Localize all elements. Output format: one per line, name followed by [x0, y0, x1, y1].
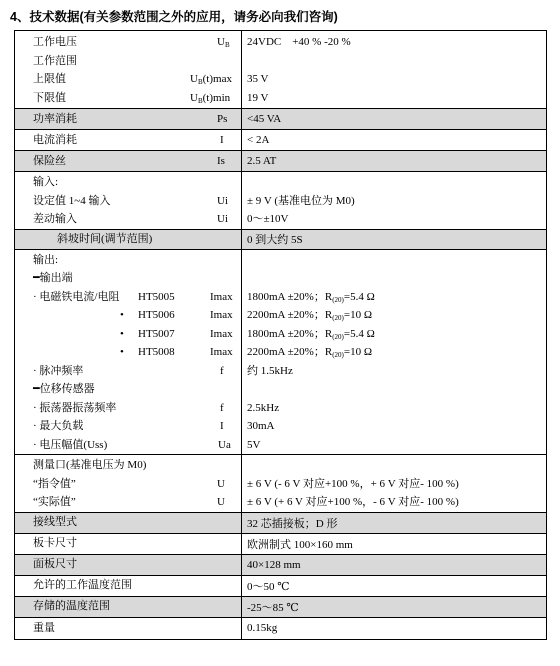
coil-model: HT5005 [138, 290, 175, 303]
table-row-board [15, 533, 547, 554]
row-label: 重量 [33, 621, 55, 634]
table-row-connector [15, 512, 547, 533]
row-value: 2200mA ±20%；$R_{(20)}=10$ Ω [247, 346, 372, 359]
table-row-input [15, 172, 547, 230]
bullet: • [120, 327, 124, 340]
row-symbol: Imax [210, 346, 233, 358]
row-label: 差动输入 [33, 213, 77, 225]
row-label: 斜坡时间(调节范围) [57, 232, 153, 245]
row-symbol: $U_B$ [217, 36, 230, 49]
row-value: 0～±10V [247, 213, 289, 225]
row-symbol: Ui [217, 213, 228, 225]
row-value: 40×128 mm [242, 554, 547, 575]
row-value: 2200mA ±20%；$R_{(20)}=10$ Ω [247, 309, 372, 322]
row-value: < 2A [242, 130, 547, 151]
row-label: 功率消耗 [33, 112, 77, 125]
row-value: -25～85 ℃ [242, 596, 547, 617]
output-sensor-header: ━位移传感器 [33, 383, 95, 395]
row-symbol: Ua [218, 438, 231, 451]
row-label: · 最大负载 [33, 420, 84, 432]
bullet: • [120, 309, 124, 321]
table-row-current [15, 130, 547, 151]
row-value: <45 VA [242, 109, 547, 130]
row-value: 30mA [247, 420, 275, 432]
coil-model: HT5008 [138, 346, 175, 358]
row-value: 2.5kHz [247, 401, 280, 414]
table-row-optemp [15, 575, 547, 596]
table-row-power [15, 109, 547, 130]
row-symbol: Imax [210, 309, 233, 321]
table-row-supply [15, 31, 547, 109]
row-symbol: Ui [217, 194, 228, 207]
table-row-output [15, 249, 547, 455]
row-value: 0～50 ℃ [242, 575, 547, 596]
table-row-fuse [15, 151, 547, 172]
row-symbol: f [220, 401, 224, 414]
output-title: 输出: [33, 253, 59, 266]
measure-title: 测量口(基准电压为 M0) [33, 459, 147, 471]
row-value: 19 V [247, 91, 269, 104]
row-symbol: I [220, 133, 224, 146]
row-symbol: f [220, 364, 224, 377]
row-label: 下限值 [33, 91, 66, 104]
row-value: 欧洲制式 100×160 mm [242, 533, 547, 554]
row-label: · 脉冲频率 [33, 364, 84, 377]
table-row-ramp [15, 229, 547, 249]
row-label: 工作电压 [33, 36, 77, 48]
row-value: 5V [247, 438, 261, 451]
row-label: 面板尺寸 [33, 558, 77, 571]
row-value: ± 9 V (基准电位为 M0) [247, 194, 355, 207]
input-title: 输入: [33, 176, 59, 188]
row-label: 工作范围 [33, 54, 77, 67]
row-value: 2.5 AT [242, 151, 547, 172]
bullet: • [120, 346, 124, 358]
table-row-panel [15, 554, 547, 575]
row-value: ± 6 V (+ 6 V 对应+100 %，- 6 V 对应- 100 %) [247, 496, 459, 508]
coil-model: HT5006 [138, 309, 175, 321]
coil-label: · 电磁铁电流/电阻 [33, 290, 120, 303]
output-port-header: ━输出端 [33, 272, 73, 284]
table-row-storetemp [15, 596, 547, 617]
row-symbol: Ps [217, 112, 228, 125]
row-label: 接线型式 [33, 516, 77, 529]
row-label: 保险丝 [33, 154, 66, 167]
row-value: 约 1.5kHz [247, 364, 293, 377]
row-symbol: Imax [210, 290, 233, 303]
row-symbol: U [217, 496, 225, 508]
row-value: ± 6 V (- 6 V 对应+100 %，+ 6 V 对应- 100 %) [247, 477, 459, 490]
row-value: 0 到大约 5S [242, 229, 547, 249]
row-symbol: I [220, 420, 224, 432]
row-label: 允许的工作温度范围 [33, 579, 132, 592]
row-label: 设定值 1~4 输入 [33, 194, 111, 207]
row-label: 存储的温度范围 [33, 600, 110, 613]
row-value: 1800mA ±20%；$R_{(20)}=5.4$ Ω [247, 327, 375, 341]
row-symbol: $U_B(t)\max$ [190, 73, 232, 86]
row-value: 1800mA ±20%；$R_{(20)}=5.4$ Ω [247, 290, 375, 304]
coil-model: HT5007 [138, 327, 175, 340]
row-symbol: U [217, 477, 225, 490]
row-label: “实际值” [33, 496, 76, 508]
row-label: 上限值 [33, 73, 66, 85]
row-symbol: Is [217, 154, 225, 167]
row-label: 板卡尺寸 [33, 537, 77, 550]
row-label: · 电压幅值(Uss) [33, 438, 108, 451]
tech-data-table [14, 30, 547, 640]
row-value: 35 V [247, 73, 269, 85]
row-value: 0.15kg [242, 617, 547, 639]
row-symbol: $U_B(t)\min$ [190, 91, 231, 105]
section-heading: 4、技术数据(有关参数范围之外的应用，请务必向我们咨询) [10, 10, 338, 24]
table-row-measure [15, 455, 547, 513]
row-label: · 振荡器振荡频率 [33, 401, 117, 414]
row-label: “指令值” [33, 477, 76, 490]
row-symbol: Imax [210, 327, 233, 340]
row-value: 24VDC +40 % -20 % [247, 36, 351, 48]
table-row-weight [15, 617, 547, 639]
row-label: 电流消耗 [33, 133, 77, 146]
row-value: 32 芯插接板；D 形 [242, 512, 547, 533]
